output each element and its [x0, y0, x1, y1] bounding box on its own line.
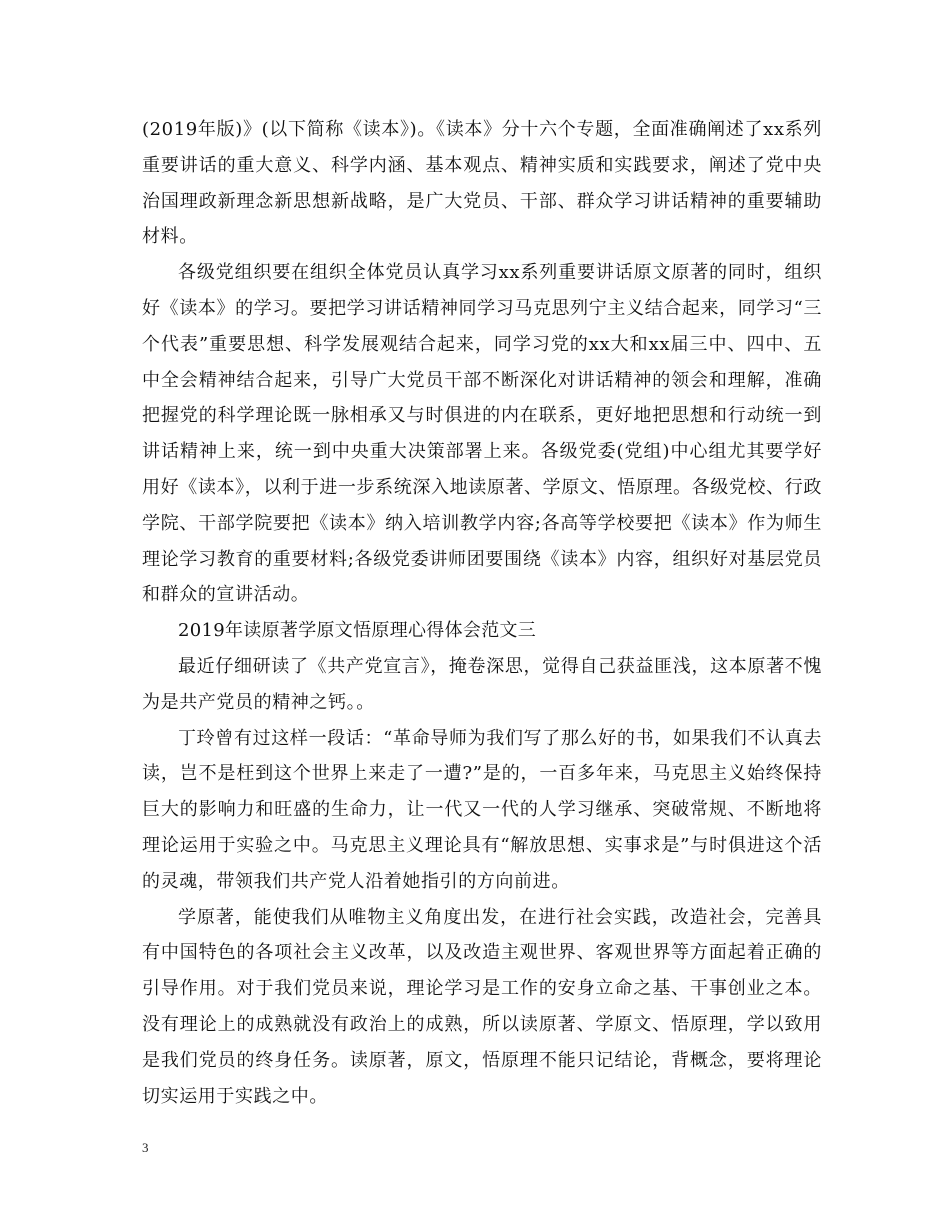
paragraph: 学原著，能使我们从唯物主义角度出发，在进行社会实践，改造社会，完善具有中国特色的各项社会主义改革，以及改造主观世界、客观世界等方面起着正确的引导作用。对于我们党员来说，理论学习是工作的安身立命之基、干事创业之本。没有理论上的成熟就没有政治上的成熟，所以读原著、学原文、悟原理，学以致用是我们党员的终身任务。读原著，原文，悟原理不能只记结论，背概念，要将理论切实运用于实践之中。: [142, 906, 822, 1107]
paragraph-continuation: (2019年版)》(以下简称《读本》)。《读本》分十六个专题，全面准确阐述了xx系列重要讲话的重大意义、科学内涵、基本观点、精神实质和实践要求，阐述了党中央治国理政新理念新思想新战略，是广大党员、干部、群众学习讲话精神的重要辅助材料。: [142, 119, 822, 248]
paragraph: 最近仔细研读了《共产党宣言》，掩卷深思，觉得自己获益匪浅，这本原著不愧为是共产党员的精神之钙。。: [142, 655, 822, 713]
paragraph: 丁玲曾有过这样一段话：“革命导师为我们写了那么好的书，如果我们不认真去读，岂不是枉到这个世界上来走了一遭?”是的，一百多年来，马克思主义始终保持巨大的影响力和旺盛的生命力，让一代又一代的人学习继承、突破常规、不断地将理论运用于实验之中。马克思主义理论具有“解放思想、实事求是”与时俱进这个活的灵魂，带领我们共产党人沿着她指引的方向前进。: [142, 727, 822, 892]
page-number: 3: [142, 1140, 149, 1155]
section-heading: 2019年读原著学原文悟原理心得体会范文三: [178, 620, 537, 642]
paragraph: 各级党组织要在组织全体党员认真学习xx系列重要讲话原文原著的同时，组织好《读本》的学习。要把学习讲话精神同学习马克思列宁主义结合起来，同学习“三个代表”重要思想、科学发展观结合起来，同学习党的xx大和xx届三中、四中、五中全会精神结合起来，引导广大党员干部不断深化对讲话精神的领会和理解，准确把握党的科学理论既一脉相承又与时俱进的内在联系，更好地把思想和行动统一到讲话精神上来，统一到中央重大决策部署上来。各级党委(党组)中心组尤其要学好用好《读本》，以利于进一步系统深入地读原著、学原文、悟原理。各级党校、行政学院、干部学院要把《读本》纳入培训教学内容;各高等学校要把《读本》作为师生理论学习教育的重要材料;各级党委讲师团要围绕《读本》内容，组织好对基层党员和群众的宣讲活动。: [142, 262, 822, 606]
body-text: [142, 112, 822, 1114]
